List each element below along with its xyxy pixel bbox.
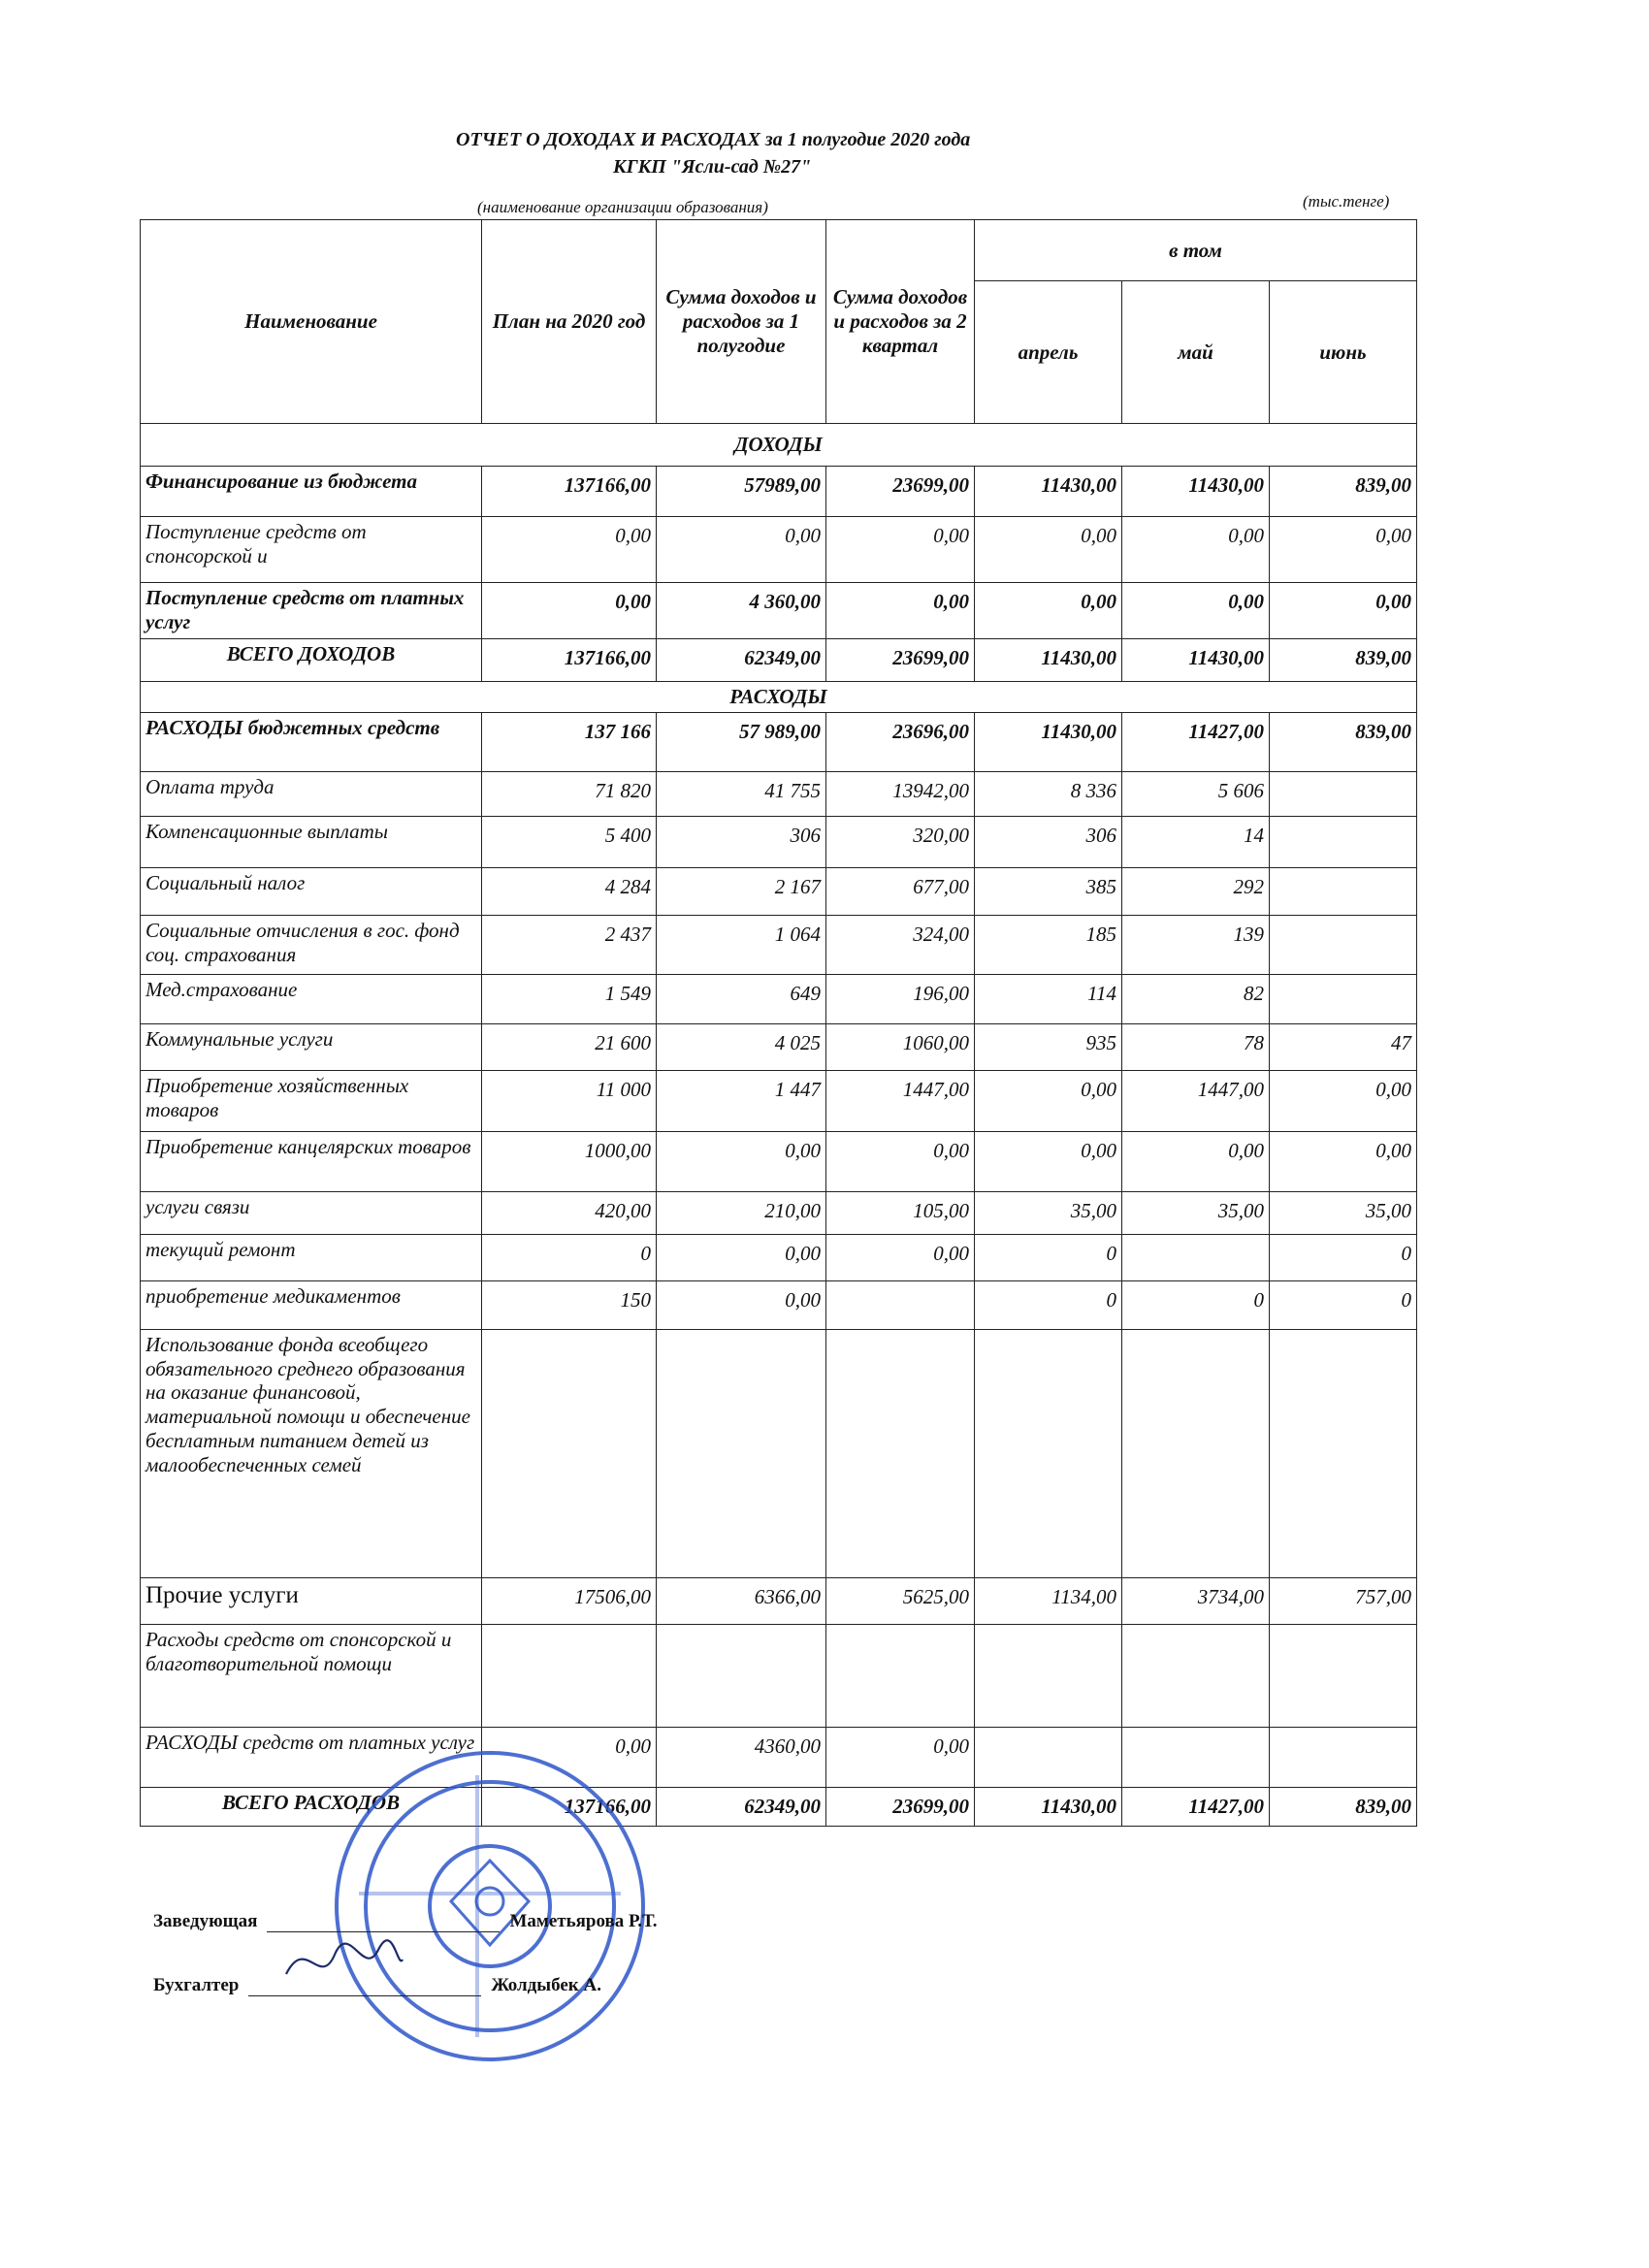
- cell-may: 11427,00: [1122, 712, 1270, 771]
- row-name: Поступление средств от платных услуг: [141, 583, 482, 639]
- table-row: [141, 1131, 1417, 1191]
- cell-april: 0,00: [975, 1131, 1122, 1191]
- col-header-june: июнь: [1270, 281, 1417, 424]
- cell-may: 0,00: [1122, 1131, 1270, 1191]
- cell-half: 1 064: [657, 915, 826, 974]
- cell-june: [1270, 1329, 1417, 1577]
- col-header-plan: План на 2020 год: [482, 220, 657, 424]
- cell-may: 82: [1122, 974, 1270, 1023]
- row-name: Расходы средств от спонсорской и благотворительной помощи: [141, 1624, 482, 1727]
- cell-quarter: 23696,00: [826, 712, 975, 771]
- cell-april: 11430,00: [975, 639, 1122, 682]
- cell-half: [657, 1329, 826, 1577]
- cell-plan: 1000,00: [482, 1131, 657, 1191]
- cell-may: 3734,00: [1122, 1577, 1270, 1624]
- row-name: Использование фонда всеобщего обязательного среднего образования на оказание финансовой, материальной помощи и обеспечение бесплатным питанием детей из малообеспеченных семей: [141, 1329, 482, 1577]
- table-row: [141, 517, 1417, 583]
- row-name: Социальный налог: [141, 867, 482, 915]
- head-role: Заведующая: [153, 1911, 258, 1931]
- cell-april: 0,00: [975, 583, 1122, 639]
- cell-june: [1270, 974, 1417, 1023]
- cell-april: 385: [975, 867, 1122, 915]
- cell-quarter: 5625,00: [826, 1577, 975, 1624]
- cell-half: 4 360,00: [657, 583, 826, 639]
- cell-quarter: [826, 1329, 975, 1577]
- cell-june: [1270, 816, 1417, 867]
- cell-april: [975, 1329, 1122, 1577]
- cell-may: 292: [1122, 867, 1270, 915]
- table-row: [141, 915, 1417, 974]
- cell-may: [1122, 1234, 1270, 1280]
- cell-april: 11430,00: [975, 712, 1122, 771]
- cell-quarter: 677,00: [826, 867, 975, 915]
- row-name: РАСХОДЫ средств от платных услуг: [141, 1727, 482, 1787]
- cell-half: 210,00: [657, 1191, 826, 1234]
- cell-quarter: 1060,00: [826, 1023, 975, 1070]
- col-header-quarter: Сумма доходов и расходов за 2 квартал: [826, 220, 975, 424]
- cell-april: 0,00: [975, 1070, 1122, 1131]
- cell-plan: 17506,00: [482, 1577, 657, 1624]
- cell-half: 0,00: [657, 517, 826, 583]
- cell-half: 57989,00: [657, 467, 826, 517]
- row-name: Финансирование из бюджета: [141, 467, 482, 517]
- cell-june: 757,00: [1270, 1577, 1417, 1624]
- cell-april: 0: [975, 1280, 1122, 1329]
- cell-may: 11430,00: [1122, 639, 1270, 682]
- cell-plan: 71 820: [482, 771, 657, 816]
- row-name: Приобретение хозяйственных товаров: [141, 1070, 482, 1131]
- section-expenses-row: [141, 682, 1417, 713]
- table-row: [141, 1577, 1417, 1624]
- table-row: [141, 974, 1417, 1023]
- cell-may: 0,00: [1122, 517, 1270, 583]
- table-row: [141, 583, 1417, 639]
- cell-plan: 11 000: [482, 1070, 657, 1131]
- cell-june: 0: [1270, 1234, 1417, 1280]
- cell-june: 839,00: [1270, 467, 1417, 517]
- cell-plan: 137166,00: [482, 639, 657, 682]
- row-name: Компенсационные выплаты: [141, 816, 482, 867]
- income-expense-table: [140, 219, 1417, 1827]
- accountant-role: Бухгалтер: [153, 1975, 240, 1995]
- cell-april: [975, 1727, 1122, 1787]
- cell-plan: 137166,00: [482, 467, 657, 517]
- cell-half: 62349,00: [657, 1787, 826, 1826]
- cell-june: [1270, 1624, 1417, 1727]
- accountant-signature-field: [248, 1995, 481, 1996]
- cell-quarter: 23699,00: [826, 1787, 975, 1826]
- cell-quarter: 105,00: [826, 1191, 975, 1234]
- head-name: Маметьярова Р.Т.: [509, 1911, 658, 1931]
- cell-half: 0,00: [657, 1280, 826, 1329]
- cell-quarter: [826, 1624, 975, 1727]
- cell-quarter: 0,00: [826, 1234, 975, 1280]
- cell-may: 0,00: [1122, 583, 1270, 639]
- cell-june: 839,00: [1270, 1787, 1417, 1826]
- organization-caption: (наименование организации образования): [477, 198, 768, 216]
- table-row: [141, 1023, 1417, 1070]
- cell-june: [1270, 771, 1417, 816]
- cell-april: 1134,00: [975, 1577, 1122, 1624]
- cell-april: 35,00: [975, 1191, 1122, 1234]
- cell-quarter: 23699,00: [826, 467, 975, 517]
- cell-may: 78: [1122, 1023, 1270, 1070]
- head-signature-line: [153, 1911, 658, 1932]
- cell-quarter: 23699,00: [826, 639, 975, 682]
- row-name: ВСЕГО ДОХОДОВ: [141, 639, 482, 682]
- cell-quarter: 324,00: [826, 915, 975, 974]
- col-header-april: апрель: [975, 281, 1122, 424]
- cell-april: 185: [975, 915, 1122, 974]
- cell-may: 14: [1122, 816, 1270, 867]
- cell-june: 0,00: [1270, 517, 1417, 583]
- cell-may: 11427,00: [1122, 1787, 1270, 1826]
- cell-half: 41 755: [657, 771, 826, 816]
- units-label: (тыс.тенге): [1303, 192, 1390, 211]
- cell-quarter: 0,00: [826, 517, 975, 583]
- cell-plan: 5 400: [482, 816, 657, 867]
- cell-quarter: 320,00: [826, 816, 975, 867]
- table-row: [141, 771, 1417, 816]
- row-name: ВСЕГО РАСХОДОВ: [141, 1787, 482, 1826]
- cell-may: 5 606: [1122, 771, 1270, 816]
- row-name: Коммунальные услуги: [141, 1023, 482, 1070]
- cell-plan: 0,00: [482, 517, 657, 583]
- cell-plan: [482, 1329, 657, 1577]
- row-name: услуги связи: [141, 1191, 482, 1234]
- head-signature-field: [267, 1931, 500, 1932]
- organization-name: КГКП "Ясли-сад №27": [613, 156, 812, 178]
- cell-half: 0,00: [657, 1131, 826, 1191]
- section-expenses-label: РАСХОДЫ: [141, 682, 1417, 713]
- col-header-half-year: Сумма доходов и расходов за 1 полугодие: [657, 220, 826, 424]
- cell-may: 0: [1122, 1280, 1270, 1329]
- row-name: текущий ремонт: [141, 1234, 482, 1280]
- row-name: Поступление средств от спонсорской и: [141, 517, 482, 583]
- cell-april: 11430,00: [975, 1787, 1122, 1826]
- row-name: РАСХОДЫ бюджетных средств: [141, 712, 482, 771]
- cell-half: 62349,00: [657, 639, 826, 682]
- cell-half: 6366,00: [657, 1577, 826, 1624]
- cell-quarter: [826, 1280, 975, 1329]
- cell-june: 0,00: [1270, 583, 1417, 639]
- cell-plan: 150: [482, 1280, 657, 1329]
- cell-plan: 21 600: [482, 1023, 657, 1070]
- table-row: [141, 1234, 1417, 1280]
- cell-april: [975, 1624, 1122, 1727]
- cell-april: 114: [975, 974, 1122, 1023]
- row-name: приобретение медикаментов: [141, 1280, 482, 1329]
- table-row: [141, 639, 1417, 682]
- cell-quarter: 196,00: [826, 974, 975, 1023]
- cell-plan: 1 549: [482, 974, 657, 1023]
- cell-half: 1 447: [657, 1070, 826, 1131]
- cell-april: 0,00: [975, 517, 1122, 583]
- cell-june: 839,00: [1270, 712, 1417, 771]
- cell-may: 139: [1122, 915, 1270, 974]
- cell-may: 35,00: [1122, 1191, 1270, 1234]
- cell-may: [1122, 1624, 1270, 1727]
- cell-plan: 2 437: [482, 915, 657, 974]
- cell-may: 11430,00: [1122, 467, 1270, 517]
- col-header-may: май: [1122, 281, 1270, 424]
- official-stamp-icon: [330, 1746, 650, 2066]
- cell-april: 0: [975, 1234, 1122, 1280]
- cell-june: 0: [1270, 1280, 1417, 1329]
- cell-june: [1270, 915, 1417, 974]
- cell-half: 649: [657, 974, 826, 1023]
- cell-half: 4360,00: [657, 1727, 826, 1787]
- header-row-1: [141, 220, 1417, 281]
- cell-june: [1270, 867, 1417, 915]
- cell-plan: 420,00: [482, 1191, 657, 1234]
- col-header-group: в том: [975, 220, 1417, 281]
- cell-april: 11430,00: [975, 467, 1122, 517]
- table-row: [141, 1329, 1417, 1577]
- cell-june: 47: [1270, 1023, 1417, 1070]
- row-name: Социальные отчисления в гос. фонд соц. страхования: [141, 915, 482, 974]
- section-income-row: [141, 424, 1417, 467]
- table-row: [141, 712, 1417, 771]
- cell-quarter: 0,00: [826, 1727, 975, 1787]
- cell-plan: 137 166: [482, 712, 657, 771]
- table-row: [141, 467, 1417, 517]
- cell-quarter: 1447,00: [826, 1070, 975, 1131]
- table-row: [141, 1280, 1417, 1329]
- cell-plan: 4 284: [482, 867, 657, 915]
- cell-april: 8 336: [975, 771, 1122, 816]
- report-title: ОТЧЕТ О ДОХОДАХ И РАСХОДАХ за 1 полугодие 2020 года: [456, 129, 971, 150]
- cell-may: [1122, 1329, 1270, 1577]
- cell-quarter: 13942,00: [826, 771, 975, 816]
- cell-half: 2 167: [657, 867, 826, 915]
- cell-may: 1447,00: [1122, 1070, 1270, 1131]
- row-name: Прочие услуги: [141, 1577, 482, 1624]
- row-name: Приобретение канцелярских товаров: [141, 1131, 482, 1191]
- cell-june: 0,00: [1270, 1131, 1417, 1191]
- cell-half: 306: [657, 816, 826, 867]
- col-header-name: Наименование: [141, 220, 482, 424]
- row-name: Мед.страхование: [141, 974, 482, 1023]
- cell-plan: 0,00: [482, 583, 657, 639]
- table-row: [141, 1191, 1417, 1234]
- cell-half: 57 989,00: [657, 712, 826, 771]
- cell-plan: 0: [482, 1234, 657, 1280]
- cell-plan: 0,00: [482, 1727, 657, 1787]
- cell-half: [657, 1624, 826, 1727]
- table-row: [141, 816, 1417, 867]
- cell-quarter: 0,00: [826, 1131, 975, 1191]
- cell-june: [1270, 1727, 1417, 1787]
- accountant-name: Жолдыбек А.: [491, 1975, 601, 1995]
- cell-april: 935: [975, 1023, 1122, 1070]
- cell-june: 0,00: [1270, 1070, 1417, 1131]
- cell-april: 306: [975, 816, 1122, 867]
- cell-plan: [482, 1624, 657, 1727]
- accountant-signature-line: [153, 1975, 601, 1996]
- cell-plan: 137166,00: [482, 1787, 657, 1826]
- cell-may: [1122, 1727, 1270, 1787]
- table-row: [141, 1624, 1417, 1727]
- cell-quarter: 0,00: [826, 583, 975, 639]
- table-row: [141, 1070, 1417, 1131]
- section-income-label: ДОХОДЫ: [141, 424, 1417, 467]
- cell-june: 35,00: [1270, 1191, 1417, 1234]
- cell-half: 0,00: [657, 1234, 826, 1280]
- row-name: Оплата труда: [141, 771, 482, 816]
- cell-half: 4 025: [657, 1023, 826, 1070]
- cell-june: 839,00: [1270, 639, 1417, 682]
- table-row: [141, 867, 1417, 915]
